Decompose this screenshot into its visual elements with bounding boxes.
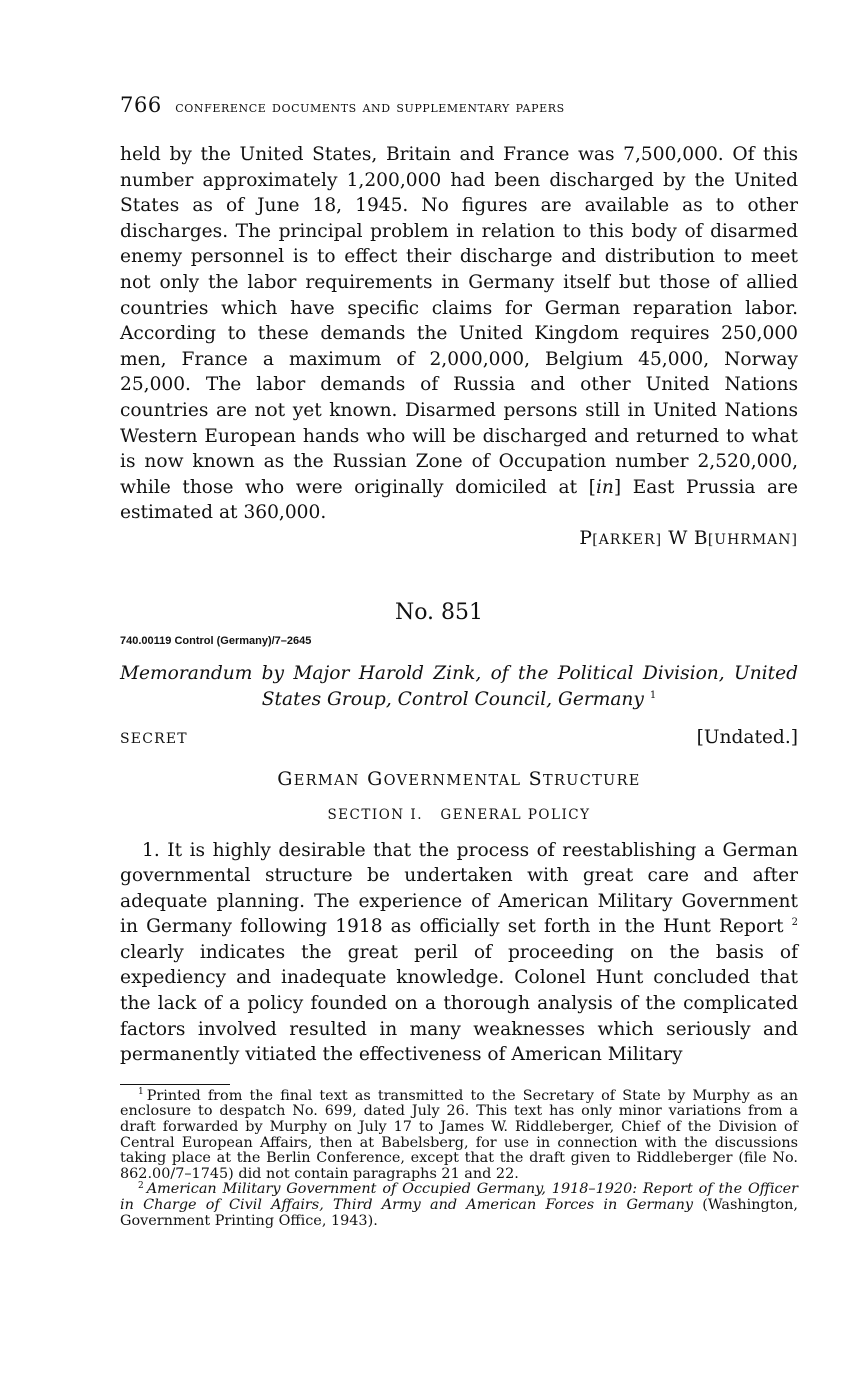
document-title-text: Memorandum by Major Harold Zink, of the Political Division, United States Group, Control Council, Germany	[120, 662, 798, 710]
running-header	[120, 92, 798, 118]
document-title	[120, 661, 798, 713]
continued-paragraph-text: held by the United States, Britain and France was 7,500,000. Of this number approximately 1,200,000 had been discharged by the United States as of June 18, 1945. No figures are available as to other discharges. The principal problem in relation to this body of disarmed enemy personnel is to effect their discharge and distribution to meet not only the labor requirements in Germany itself but those of allied countries which have specific claims for German reparation labor. According to these demands the United Kingdom requires 250,000 men, France a maximum of 2,000,000, Belgium 45,000, Norway 25,000. The labor demands of Russia and other United Nations countries are not yet known. Disarmed persons still in United Nations Western European hands who will be discharged and returned to what is now known as the Russian Zone of Occupation number 2,520,000, while those who were originally domiciled at	[120, 144, 798, 498]
section-heading	[120, 766, 798, 794]
heading-structure: TRUCTURE	[542, 772, 641, 789]
running-title: conference documents and supplementary papers	[175, 97, 565, 116]
heading-governmental: OVERNMENTAL	[383, 772, 522, 789]
footnote-2-marker: 2	[138, 1180, 144, 1191]
heading-g1: G	[277, 767, 294, 790]
signature-initial-p: P	[579, 527, 593, 549]
document-number: No. 851	[394, 599, 484, 625]
signature-parker: [ARKER]	[592, 531, 663, 548]
paragraph-1-text-after: clearly indicates the great peril of proceeding on the basis of expediency and inadequate knowledge. Colonel Hunt concluded that the lack of a policy founded on a thorough analysis of the complicated factors involved resulted in many weaknesses which seriously and permanently vitiated the effectiveness of American Military	[120, 941, 798, 1066]
paragraph-1	[120, 838, 798, 1068]
document-date: [Undated.]	[696, 726, 798, 748]
footnote-2-citation: American Military Government of Occupied Germany, 1918–1920: Report of the Officer in Charge of Civil Affairs, Third Army and American Forces in Germany	[120, 1181, 798, 1213]
signature-initials-wb: W B	[662, 527, 708, 549]
bracket-open: [	[588, 476, 596, 498]
bracket-close: ]	[613, 476, 622, 498]
paragraph-1-text-before: 1. It is highly desirable that the process of reestablishing a German governmental structure be undertaken with great care and after adequate planning. The experience of American Military Government in Germany following 1918 as officially set forth in the Hunt Report	[120, 839, 798, 938]
document-page	[120, 92, 798, 1229]
classification: SECRET	[120, 730, 188, 747]
footnote-2	[120, 1182, 798, 1229]
title-footnote-marker: 1	[649, 689, 657, 701]
sub-heading: SECTION I. GENERAL POLICY	[327, 806, 591, 823]
document-meta	[120, 725, 798, 752]
footnote-2-text: (Washington, Government Printing Office, 1943).	[120, 1197, 798, 1229]
footnote-1-marker: 1	[138, 1087, 144, 1098]
continued-paragraph-tail: East Prussia are estimated at 360,000.	[120, 476, 798, 524]
file-reference: 740.00119 Control (Germany)/7–2645	[120, 634, 312, 647]
page-number: 766	[120, 93, 162, 117]
footnote-divider	[120, 1084, 230, 1085]
footnote-1	[120, 1089, 798, 1183]
footnotes	[120, 1089, 798, 1229]
heading-g2: G	[359, 767, 384, 790]
heading-s1: S	[521, 767, 543, 790]
hunt-report-footnote-marker: 2	[791, 917, 798, 929]
continued-paragraph	[120, 142, 798, 526]
inserted-word: in	[595, 476, 614, 498]
heading-german: ERMAN	[293, 772, 360, 789]
footnote-1-text: Printed from the final text as transmitted to the Secretary of State by Murphy as an enclosure to despatch No. 699, dated July 26. This text has only minor variations from a draft forwarded by Murphy on July 17 to James W. Riddleberger, Chief of the Division of Central European Affairs, then at Babelsberg, for use in connection with the discussions taking place at the Berlin Conference, except that the draft given to Riddleberger (file No. 862.00/7–1745) did not contain paragraphs 21 and 22.	[120, 1087, 798, 1182]
signature-buhrman: [UHRMAN]	[707, 531, 798, 548]
signature	[120, 526, 798, 554]
